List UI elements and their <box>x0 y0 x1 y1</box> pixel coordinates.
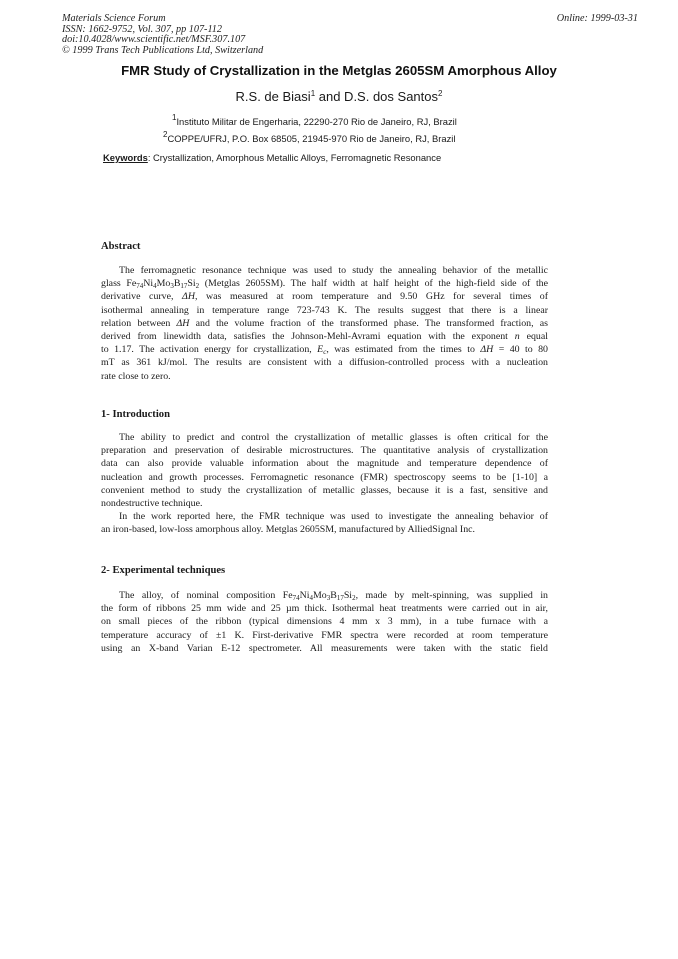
abstract-body: The ferromagnetic resonance technique was used to study the annealing behavior of the metallic glass $Fe_{74}Ni_4Mo_3B_{17}Si_2$ (Metglas 2605SM). The half width at half height of the high-field side of the derivative curve, ΔH, was measured at room temperature and 9.50 GHz for several times of isothermal annealing in temperature range 723-743 K. The results suggest that there is a linear relation between ΔH and the volume fraction of the transformed phase. The transformed fraction, as derived from linewidth data, satisfies the Johnson-Mehl-Avrami equation with the exponent n equal to 1.17. The activation energy for crystallization, $E_c$, was estimated from the times to ΔH = 40 to 80 mT as 361 kJ/mol. The results are consistent with a diffusion-controlled process with a nucleation rate close to zero. <box>101 265 549 382</box>
journal-name: Materials Science Forum <box>62 13 166 24</box>
abstract-heading: Abstract <box>101 241 141 252</box>
copyright-line: © 1999 Trans Tech Publications Ltd, Switzerland <box>62 44 264 56</box>
issn-line: ISSN: 1662-9752, Vol. 307, pp 107-112 <box>62 23 222 35</box>
online-date: Online: 1999-03-31 <box>556 13 638 24</box>
introduction-paragraph-1: The ability to predict and control the crystallization of metallic glasses is often critical for the preparation and preservation of desirable microstructures. The quantitative analysis of crystallization data can also provide valuable information about the magnitude and temperature dependence of nucleation and growth processes. Ferromagnetic resonance (FMR) spectroscopy seems to be [1-10] a convenient method to study the crystallization of metallic glasses, because it is a fast, sensitive and nondestructive technique. <box>101 432 548 509</box>
doi-link[interactable]: doi:10.4028/www.scientific.net/MSF.307.107 <box>62 34 246 46</box>
experimental-heading: 2- Experimental techniques <box>101 565 226 576</box>
affiliation-1: $^1$Instituto Militar de Engerharia, 22290-270 Rio de Janeiro, RJ, Brazil <box>172 113 457 127</box>
introduction-paragraph-2: In the work reported here, the FMR technique was used to investigate the annealing behavior of an iron-based, low-loss amorphous alloy. Metglas 2605SM, manufactured by AlliedSignal Inc. <box>101 511 548 536</box>
affiliation-2: $^2$COPPE/UFRJ, P.O. Box 68505, 21945-970 Rio de Janeiro, RJ, Brazil <box>163 130 456 144</box>
keywords-label: Keywords <box>103 152 148 163</box>
author-list: R.S. de Biasi$^1$ and D.S. dos Santos$^2$ <box>235 89 443 104</box>
paper-title: FMR Study of Crystallization in the Metglas 2605SM Amorphous Alloy <box>121 63 557 78</box>
author-1: R.S. de Biasi <box>235 89 311 104</box>
introduction-heading: 1- Introduction <box>101 409 170 420</box>
publication-metadata <box>62 14 263 56</box>
experimental-body: The alloy, of nominal composition $Fe_{74}Ni_4Mo_3B_{17}Si_2$, made by melt-spinning, was supplied in the form of ribbons 25 mm wide and 25 µm thick. Isothermal heat treatments were carried out in air, on small pieces of the ribbon (typical dimensions 4 mm x 3 mm), in a tube furnace with a temperature accuracy of ±1 K. First-derivative FMR spectra were recorded at room temperature using an X-band Varian E-12 spectrometer. All measurements were taken with the static field <box>101 590 548 654</box>
keywords: Keywords: Crystallization, Amorphous Metallic Alloys, Ferromagnetic Resonance <box>103 152 442 163</box>
